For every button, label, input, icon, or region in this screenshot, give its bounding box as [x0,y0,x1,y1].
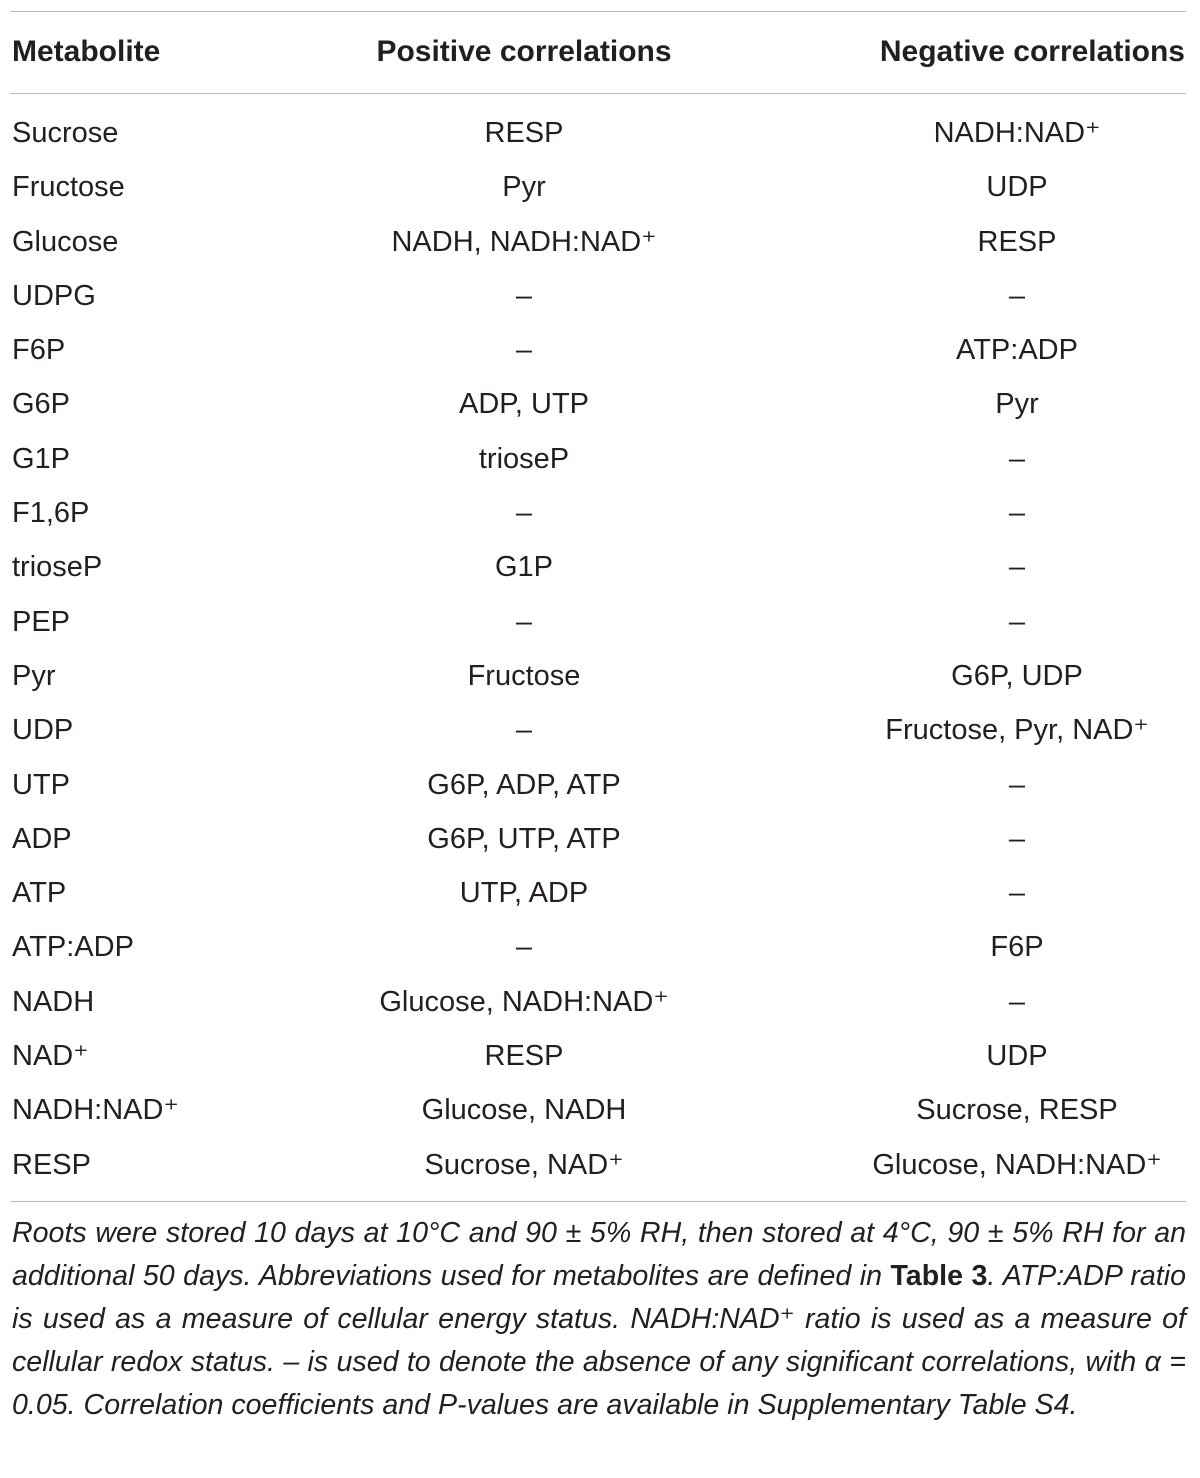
cell-metabolite: G6P [12,388,71,421]
cell-metabolite: UDP [12,714,74,747]
cell-metabolite: NADH [12,985,95,1018]
cell-metabolite: NADH:NAD⁺ [12,1094,179,1127]
table-footnote [12,1212,1186,1427]
cell-positive: RESP [484,117,564,149]
cell-metabolite: UDPG [12,279,96,312]
header-rule [10,93,1186,94]
cell-negative: – [1008,768,1026,801]
table-row [0,812,1200,866]
table-row [0,432,1200,486]
cell-metabolite: Fructose [12,171,125,204]
cell-negative: – [1008,442,1026,475]
cell-positive: ADP, UTP [458,388,590,421]
table-row [0,269,1200,323]
cell-negative: F6P [990,931,1044,964]
table-row [0,649,1200,703]
cell-negative: – [1008,279,1026,312]
cell-metabolite: NAD⁺ [12,1040,89,1073]
cell-metabolite: ATP:ADP [12,931,134,964]
cell-positive: Pyr [502,171,546,204]
cell-metabolite: PEP [12,605,71,638]
cell-negative: – [1008,497,1026,530]
cell-positive: – [515,605,533,638]
table-row [0,758,1200,812]
bottom-rule [10,1201,1186,1202]
cell-metabolite: trioseP [12,551,103,584]
table-body [0,106,1200,1192]
cell-metabolite: F6P [12,334,66,367]
table-row [0,486,1200,540]
cell-negative: Fructose, Pyr, NAD⁺ [885,714,1149,747]
table-row [0,703,1200,757]
table-row [0,215,1200,269]
table-row [0,595,1200,649]
footnote-table-ref: Table 3 [890,1260,988,1292]
cell-metabolite: F1,6P [12,497,90,530]
cell-negative: RESP [977,225,1057,258]
cell-metabolite: RESP [12,1148,91,1181]
cell-positive: G6P, UTP, ATP [427,822,621,855]
table-row [0,160,1200,214]
table-row [0,377,1200,431]
cell-positive: Sucrose, NAD⁺ [424,1148,624,1181]
cell-positive: RESP [484,1040,564,1073]
table-row [0,323,1200,377]
cell-positive: G1P [494,551,554,584]
cell-metabolite: Pyr [12,659,56,692]
footnote-text-2: . ATP:ADP ratio is used as a measure of cellular energy status. NADH:NAD⁺ ratio is used as a measure of cellular redox status. – is used to denote the absence of any significant correlations, with α = 0.05. Correlation coefficients and P-values are available in Supplementary Table S4. [12,1260,1187,1421]
cell-positive: Glucose, NADH [421,1094,627,1127]
table-row [0,866,1200,920]
cell-metabolite: G1P [12,442,71,475]
footnote-text-1: Roots were stored 10 days at 10°C and 90 ± 5% RH, then stored at 4°C, 90 ± 5% RH for an additional 50 days. Abbreviations used for metabolites are defined in [12,1217,1186,1292]
cell-metabolite: UTP [12,768,70,801]
cell-positive: – [515,714,533,747]
header-positive-correlations: Positive correlations [376,35,672,68]
cell-negative: UDP [986,1040,1048,1073]
cell-positive: Glucose, NADH:NAD⁺ [379,985,669,1018]
table-row [0,1138,1200,1192]
table-row [0,106,1200,160]
cell-negative: Glucose, NADH:NAD⁺ [872,1148,1162,1181]
cell-negative: Sucrose, RESP [916,1094,1118,1127]
header-metabolite: Metabolite [12,35,161,68]
cell-metabolite: ATP [12,877,67,910]
cell-metabolite: Sucrose [12,117,119,149]
header-negative-correlations: Negative correlations [879,35,1185,68]
cell-metabolite: ADP [12,822,72,855]
table-row [0,975,1200,1029]
cell-positive: Fructose [467,659,581,692]
cell-positive: – [515,931,533,964]
table-row [0,540,1200,594]
cell-negative: – [1008,551,1026,584]
cell-negative: UDP [986,171,1048,204]
cell-metabolite: Glucose [12,225,119,258]
cell-positive: – [515,279,533,312]
cell-negative: G6P, UDP [951,659,1083,692]
cell-positive: trioseP [478,442,570,475]
table-row [0,920,1200,974]
cell-positive: – [515,334,533,367]
cell-positive: – [515,497,533,530]
cell-positive: UTP, ADP [459,877,589,910]
top-rule [10,11,1186,12]
table-row [0,1029,1200,1083]
cell-negative: – [1008,877,1026,910]
table-row [0,1083,1200,1137]
cell-negative: – [1008,605,1026,638]
cell-positive: G6P, ADP, ATP [427,768,621,801]
cell-negative: – [1008,985,1026,1018]
cell-negative: NADH:NAD⁺ [933,117,1101,149]
cell-negative: ATP:ADP [956,334,1078,367]
cell-negative: – [1008,822,1026,855]
cell-positive: NADH, NADH:NAD⁺ [391,225,657,258]
cell-negative: Pyr [995,388,1039,421]
